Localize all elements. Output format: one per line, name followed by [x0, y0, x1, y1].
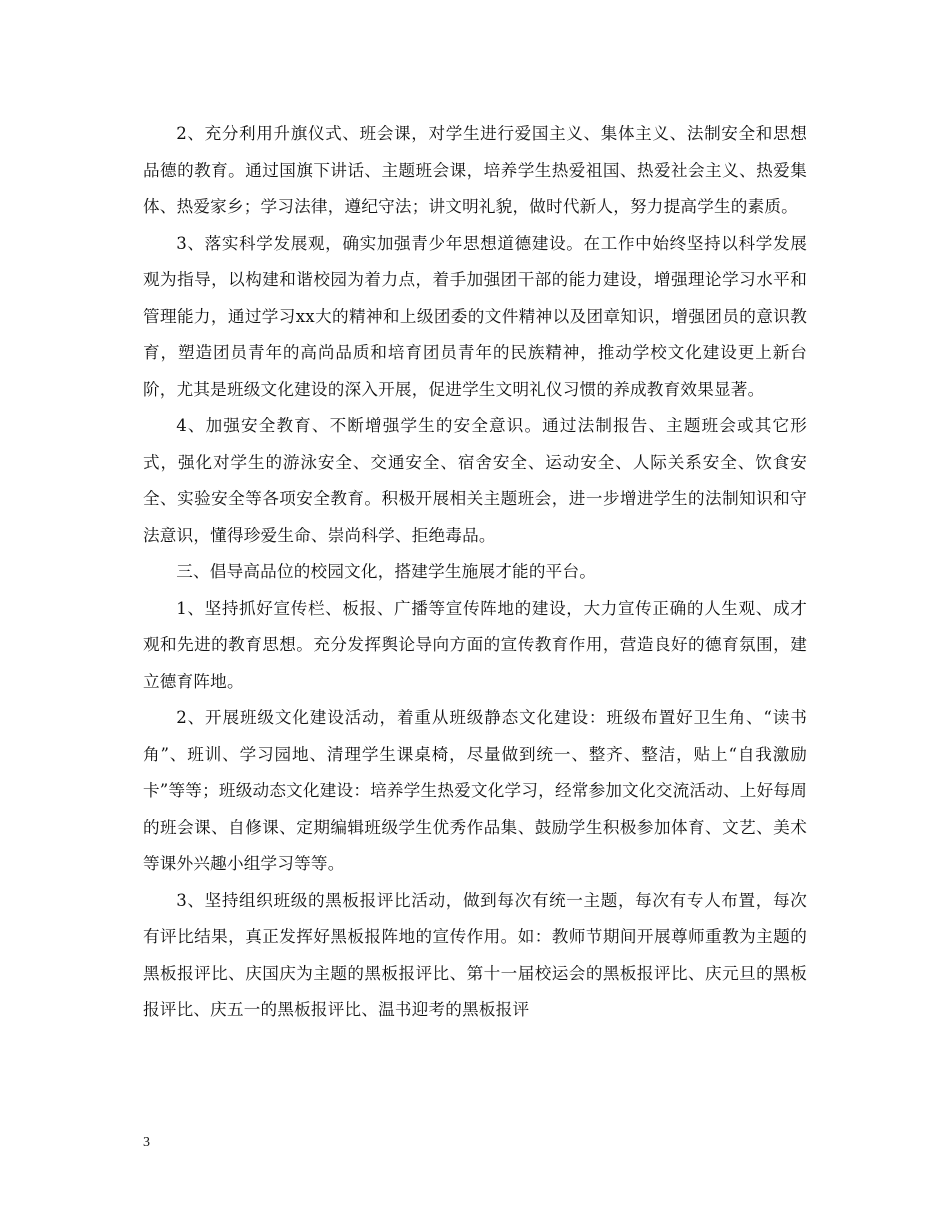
document-body — [143, 116, 807, 1029]
paragraph-safety-education: 4、加强安全教育、不断增强学生的安全意识。通过法制报告、主题班会或其它形式，强化对学生的游泳安全、交通安全、宿舍安全、运动安全、人际关系安全、饮食安全、实验安全等各项安全教育。积极开展相关主题班会，进一步增进学生的法制知识和守法意识，懂得珍爱生命、崇尚科学、拒绝毒品。 — [143, 416, 807, 545]
paragraph-blackboard-contest: 3、坚持组织班级的黑板报评比活动，做到每次有统一主题，每次有专人布置，每次有评比结果，真正发挥好黑板报阵地的宣传作用。如：教师节期间开展尊师重教为主题的黑板报评比、庆国庆为主题的黑板报评比、第十一届校运会的黑板报评比、庆元旦的黑板报评比、庆五一的黑板报评比、温书迎考的黑板报评 — [143, 890, 807, 1019]
paragraph-moral-construction: 3、落实科学发展观，确实加强青少年思想道德建设。在工作中始终坚持以科学发展观为指导，以构建和谐校园为着力点，着手加强团干部的能力建设，增强理论学习水平和管理能力，通过学习xx大的精神和上级团委的文件精神以及团章知识，增强团员的意识教育，塑造团员青年的高尚品质和培育团员青年的民族精神，推动学校文化建设更上新台阶，尤其是班级文化建设的深入开展，促进学生文明礼仪习惯的养成教育效果显著。 — [143, 233, 807, 399]
page-number: 3 — [143, 1135, 150, 1150]
section-heading-campus-culture: 三、倡导高品位的校园文化，搭建学生施展才能的平台。 — [176, 562, 597, 581]
paragraph-class-culture: 2、开展班级文化建设活动，着重从班级静态文化建设：班级布置好卫生角、“读书角”、班训、学习园地、清理学生课桌椅，尽量做到统一、整齐、整洁，贴上“自我激励卡”等等；班级动态文化建设：培养学生热爱文化学习，经常参加文化交流活动、上好每周的班会课、自修课、定期编辑班级学生优秀作品集、鼓励学生积极参加体育、文艺、美术等课外兴趣小组学习等等。 — [143, 708, 807, 873]
paragraph-propaganda-positions: 1、坚持抓好宣传栏、板报、广播等宣传阵地的建设，大力宣传正确的人生观、成才观和先进的教育思想。充分发挥舆论导向方面的宣传教育作用，营造良好的德育氛围，建立德育阵地。 — [143, 598, 807, 691]
paragraph-patriotic-education: 2、充分利用升旗仪式、班会课，对学生进行爱国主义、集体主义、法制安全和思想品德的教育。通过国旗下讲话、主题班会课，培养学生热爱祖国、热爱社会主义、热爱集体、热爱家乡；学习法律，遵纪守法；讲文明礼貌，做时代新人，努力提高学生的素质。 — [143, 124, 807, 216]
